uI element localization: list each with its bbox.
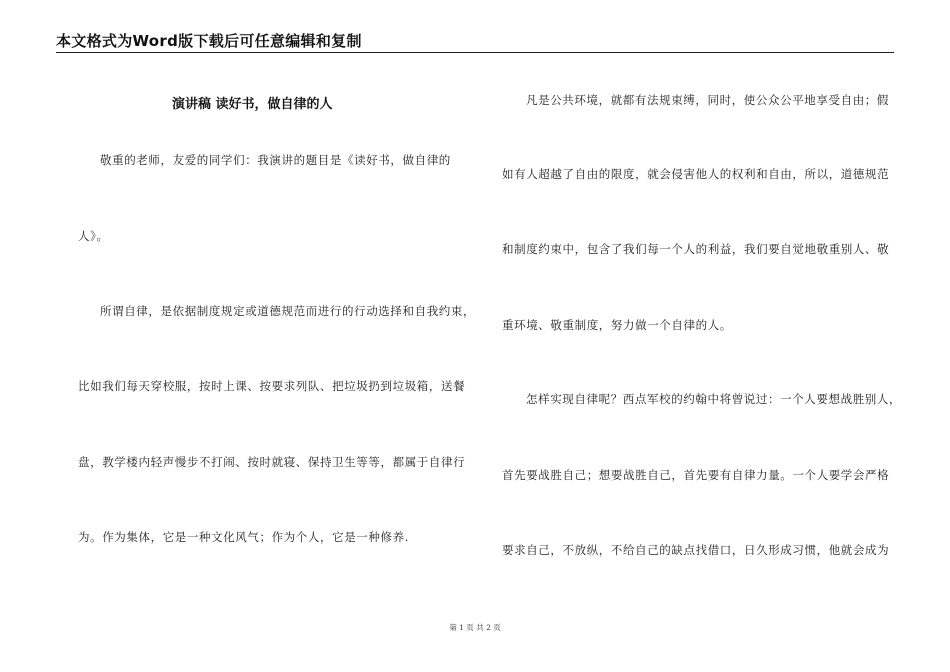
document-header-banner: 本文格式为Word版下载后可任意编辑和复制	[56, 32, 362, 50]
page-number-footer: 第 1 页 共 2 页	[449, 623, 501, 632]
right-paragraph-line: 如有人超越了自由的限度，就会侵害他人的权利和自由，所以，道德规范	[502, 167, 890, 181]
right-paragraph-line: 首先要战胜自己；想要战胜自己，首先要有自律力量。一个人要学会严格	[502, 468, 890, 482]
right-paragraph-line: 凡是公共环境，就都有法规束缚，同时，使公众公平地享受自由；假	[526, 93, 889, 107]
right-paragraph-line: 怎样实现自律呢？西点军校的约翰中将曾说过：一个人要想战胜别人，	[526, 392, 902, 406]
right-paragraph-line: 要求自己，不放纵，不给自己的缺点找借口，日久形成习惯，他就会成为	[502, 543, 890, 557]
right-paragraph-line: 和制度约束中，包含了我们每一个人的利益，我们要自觉地敬重别人、敬	[502, 242, 890, 256]
left-paragraph-line: 所谓自律，是依据制度规定或道德规范而进行的行动选择和自我约束，	[100, 304, 476, 318]
left-paragraph-line: 为。作为集体，它是一种文化风气；作为个人，它是一种修养.	[78, 530, 409, 544]
document-title: 演讲稿 读好书，做自律的人	[172, 97, 333, 112]
header-divider	[56, 52, 894, 53]
left-paragraph-line: 敬重的老师，友爱的同学们：我演讲的题目是《读好书，做自律的	[100, 153, 451, 167]
left-paragraph-line: 人》。	[78, 229, 109, 243]
right-paragraph-line: 重环境、敬重制度，努力做一个自律的人。	[502, 318, 732, 332]
left-paragraph-line: 比如我们每天穿校服，按时上课、按要求列队、把垃圾扔到垃圾箱，送餐	[78, 379, 466, 393]
left-paragraph-line: 盘，教学楼内轻声慢步不打闹、按时就寝、保持卫生等等，都属于自律行	[78, 455, 466, 469]
